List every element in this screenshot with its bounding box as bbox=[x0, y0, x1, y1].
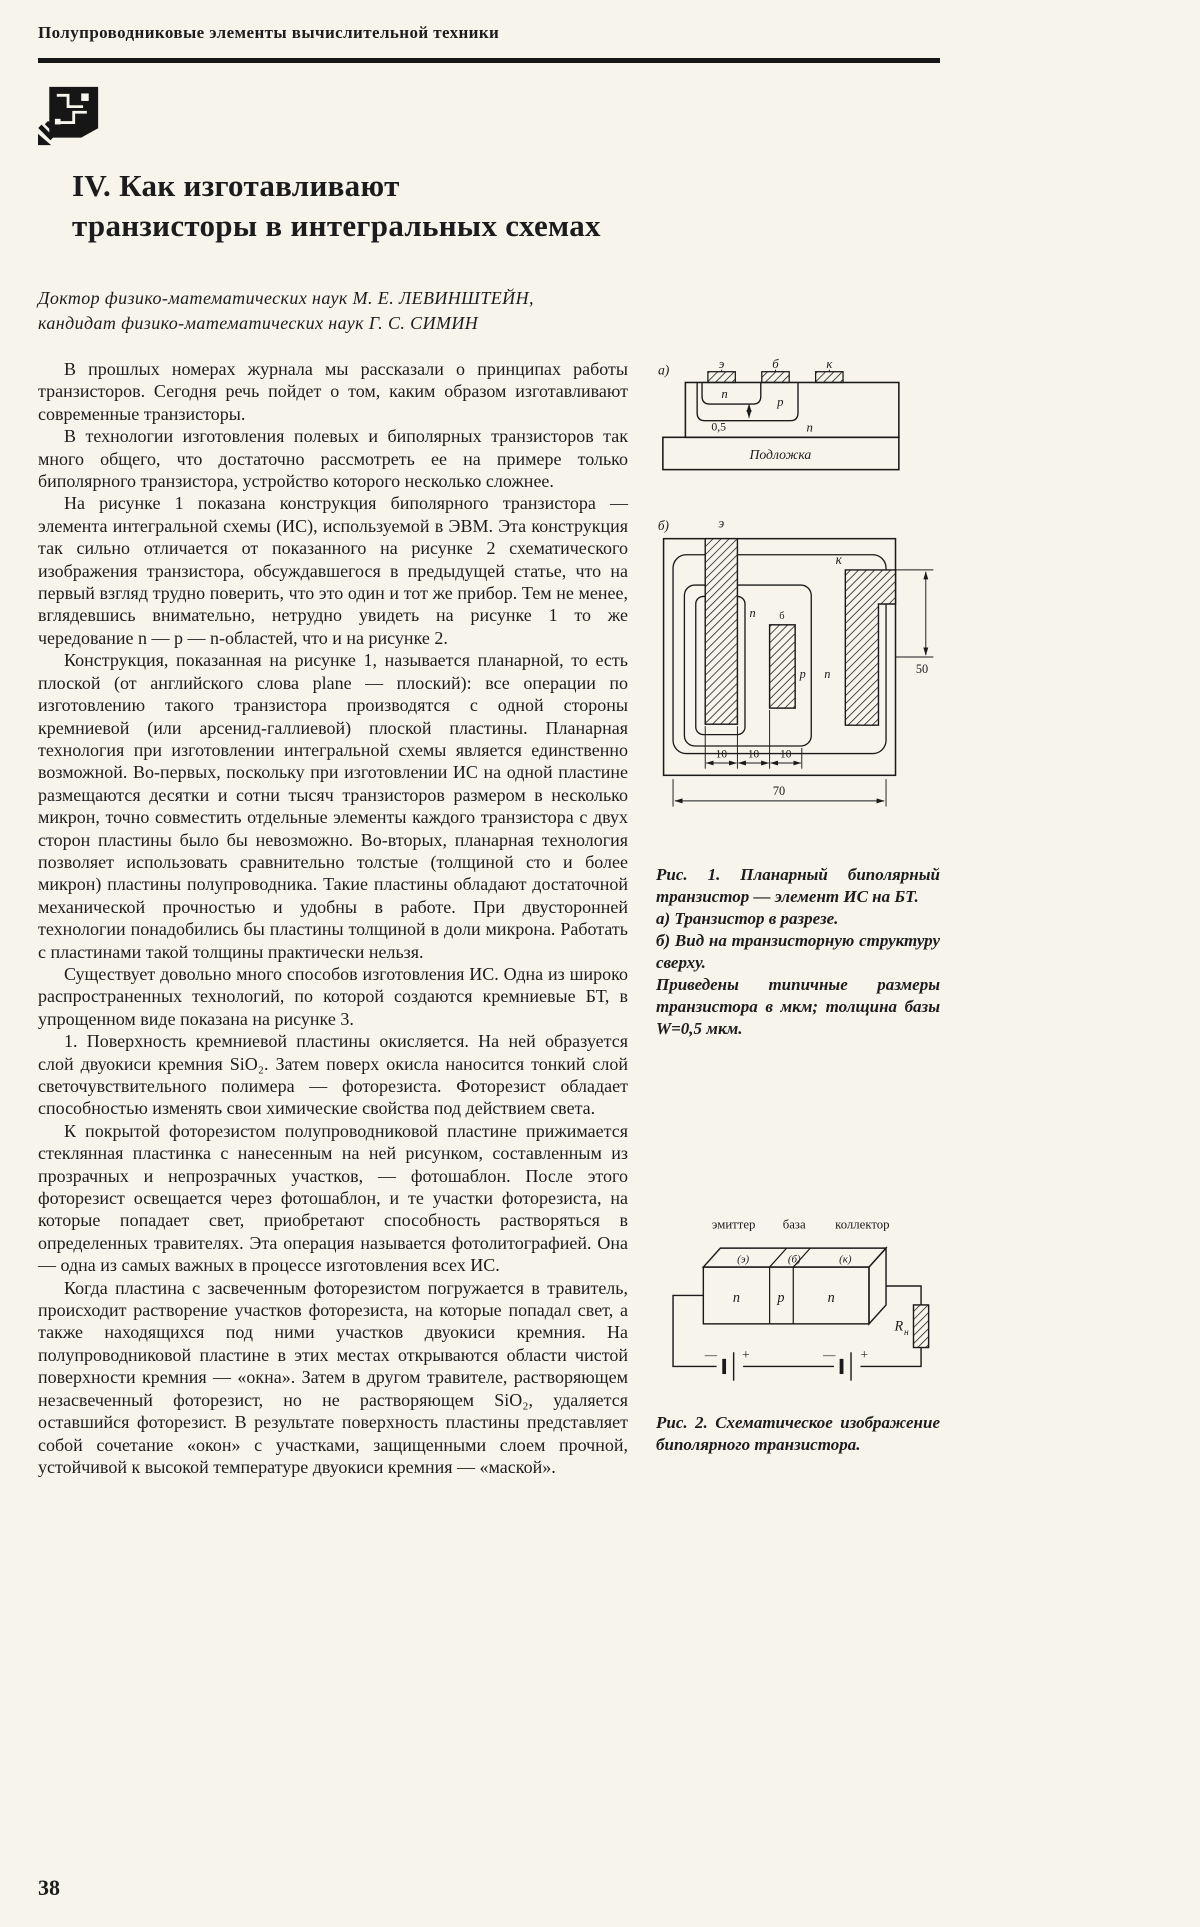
p-region-text: p bbox=[799, 667, 806, 682]
page-number: 38 bbox=[38, 1875, 60, 1900]
collector-pad bbox=[816, 372, 843, 383]
n-emitter-region bbox=[702, 382, 761, 404]
caption-line: Рис. 2. Схематическое изображение биполярного транзистора. bbox=[656, 1412, 940, 1454]
base-contact-strip bbox=[770, 625, 796, 708]
n-epi-text: n bbox=[806, 420, 813, 435]
n1-text: n bbox=[732, 1290, 741, 1307]
title-line-1: IV. Как изготавливают bbox=[72, 168, 400, 203]
title-line-2: транзисторы в интегральных схемах bbox=[72, 208, 601, 243]
dim-10-value-1: 10 bbox=[715, 748, 727, 761]
k-terminal-label: (к) bbox=[839, 1253, 852, 1266]
author-line-2: кандидат физико-математических наук Г. С. СИМИН bbox=[38, 313, 479, 333]
emitter-word: эмиттер bbox=[711, 1217, 756, 1232]
n-emitter-text: n bbox=[721, 387, 728, 402]
right-wire-bottom bbox=[860, 1348, 921, 1367]
header-rule bbox=[38, 58, 940, 63]
resistor-label-sub: н bbox=[904, 1328, 909, 1339]
running-head: Полупроводниковые элементы вычислительной техники bbox=[38, 23, 500, 42]
figure-2-diagram bbox=[656, 1215, 940, 1385]
battery1-minus: — bbox=[704, 1348, 718, 1363]
columns bbox=[38, 358, 940, 1478]
figure-2-caption bbox=[656, 1412, 940, 1456]
box-side-face bbox=[869, 1249, 886, 1325]
caption-line: Рис. 1. Планарный биполярный транзистор — элемент ИС на БТ. bbox=[656, 865, 940, 907]
body-paragraph: На рисунке 1 показана конструкция биполярного транзистора — элемента интегральной схемы (ИС), используемой в ЭВМ. Эта конструкция так сильно отличается от показанного на рисунке 2 схематического изображения транзистора, обсуждавшегося в предыдущей статье, что на первый взгляд трудно поверить, что это один и тот же прибор. Тем не менее, вглядевшись внимательно, нетрудно увидеть на рисунке 1 то же чередование n — p — n-областей, что и на рисунке 2. bbox=[38, 493, 628, 648]
body-paragraph: К покрытой фоторезистом полупроводниковой пластине прижимается стеклянная пластинка с нанесенным на ней рисунком, составленным из прозрачных и непрозрачных участков, — фотошаблон. После этого фоторезист освещается через фотошаблон, и те участки фоторезиста, на которые попадает свет, приобретают способность растворяться в определенных травителях. Эта операция называется фотолитографией. Она — одна из самых важных в процессе изготовления всех ИС. bbox=[38, 1120, 628, 1276]
body-paragraph: В прошлых номерах журнала мы рассказали о принципах работы транзисторов. Сегодня речь пойдет о том, каким образом изготавливают современные транзисторы. bbox=[38, 359, 628, 424]
dim-50-value: 50 bbox=[915, 662, 929, 677]
base-width-value: 0,5 bbox=[711, 420, 727, 434]
collector-word: коллектор bbox=[835, 1217, 890, 1232]
dim-70-value: 70 bbox=[772, 784, 786, 799]
p-text: p bbox=[777, 1290, 785, 1307]
body-paragraph: Когда пластина с засвеченным фоторезистом погружается в травитель, происходит растворение участков фоторезиста, на которые попадал свет, а также находящихся под ними участков двуокиси кремния. На полупроводниковой пластине в этих местах открываются области чистой поверхности кремния — «окна». Затем в другом травителе, растворяющем незасвеченный фоторезист, но не растворяющем SiO₂, удаляется оставшийся фоторезист. В результате поверхность пластины представляет собой сочетание «окон» с участками, защищенными слоем прочной, устойчивой к высокой температуре двуокиси кремния — «маской». bbox=[38, 1277, 628, 1477]
battery2-plus: + bbox=[860, 1347, 869, 1363]
base-pad bbox=[762, 372, 789, 383]
n-collector-text: n bbox=[824, 667, 831, 682]
right-wire-top bbox=[886, 1286, 921, 1305]
base-label: б bbox=[772, 358, 779, 371]
article-title bbox=[72, 166, 940, 246]
p-base-text: p bbox=[777, 394, 784, 409]
body-paragraph: Существует довольно много способов изготовления ИС. Одна из широко распространенных технологий, по которой создаются кремниевые БТ, в упрощенном виде показана на рисунке 3. bbox=[38, 963, 628, 1029]
figure-1b-diagram bbox=[656, 515, 940, 816]
collector-strip bbox=[845, 570, 895, 725]
battery2-minus: — bbox=[823, 1348, 836, 1363]
figure-column bbox=[656, 358, 940, 1478]
load-resistor bbox=[913, 1305, 928, 1348]
circuit-ornament-icon bbox=[38, 85, 100, 147]
emitter-strip bbox=[705, 539, 737, 725]
body-paragraph: 1. Поверхность кремниевой пластины окисляется. На ней образуется слой двуокиси кремния SiO₂. Затем поверх окисла наносится тонкий слой светочувствительного полимера — фоторезиста. Фоторезист обладает способностью изменять свои химические свойства под действием света. bbox=[38, 1031, 628, 1119]
emitter-label: э bbox=[718, 358, 725, 371]
figure-1-caption bbox=[656, 864, 940, 1040]
battery1-plus: + bbox=[742, 1347, 750, 1363]
dim-10-value-2: 10 bbox=[747, 748, 760, 761]
emitter-pad bbox=[708, 372, 735, 383]
n-region-text: n bbox=[749, 606, 756, 621]
body-paragraph: В технологии изготовления полевых и биполярных транзисторов так много общего, что достаточно рассмотреть ее на примере только биполярного транзистора, устройство которого несколько сложнее. bbox=[38, 426, 628, 492]
caption-line: а) Транзистор в разрезе. bbox=[656, 909, 839, 929]
dim-10-value-3: 10 bbox=[780, 748, 792, 761]
collector-label: к bbox=[835, 552, 842, 568]
base-word: база bbox=[782, 1217, 806, 1232]
e-terminal-label: (э) bbox=[737, 1253, 750, 1266]
authors bbox=[38, 286, 940, 336]
base-contact-text: б bbox=[779, 611, 785, 623]
body-paragraph: Конструкция, показанная на рисунке 1, называется планарной, то есть плоской (от английского слова plane — плоский): все операции по изготовлению такого транзистора производятся с одной стороны кремниевой (или арсенид-галлиевой) плоской пластины. Планарная технология при изготовлении интегральной схемы является единственно возможной. Во-первых, поскольку при изготовлении ИС на одной пластине размещаются десятки и сотни тысяч транзисторов размером в несколько микрон, точно совместить отдельные элементы каждого транзистора с двух сторон пластины было бы невозможно. Во-вторых, планарная технология позволяет использовать сравнительно толстые (толщиной сто и более микрон) пластины полупроводника. Такие пластины обладают достаточной механической прочностью и удобны в работе. При двусторонней технологии понадобились бы пластины толщиной в доли микрона. Работать с пластинами такой толщины практически нельзя. bbox=[38, 650, 628, 962]
fig1a-label: а) bbox=[657, 362, 670, 378]
collector-label: к bbox=[826, 358, 833, 371]
author-line-1: Доктор физико-математических наук М. Е. ЛЕВИНШТЕЙН, bbox=[38, 288, 534, 308]
n2-text: n bbox=[827, 1290, 835, 1307]
box-front-face bbox=[703, 1268, 869, 1325]
fig1b-label: б) bbox=[657, 518, 669, 534]
substrate-text: Подложка bbox=[749, 446, 812, 462]
resistor-label: R bbox=[894, 1318, 904, 1335]
b-terminal-label: (б) bbox=[787, 1253, 801, 1266]
figure-1a-diagram bbox=[656, 358, 940, 479]
article-body bbox=[38, 358, 628, 1478]
caption-line: Приведены типичные размеры транзистора в мкм; толщина базы W=0,5 мкм. bbox=[656, 975, 940, 1039]
caption-line: б) Вид на транзисторную структуру сверху. bbox=[656, 931, 940, 973]
emitter-label: э bbox=[718, 515, 725, 531]
